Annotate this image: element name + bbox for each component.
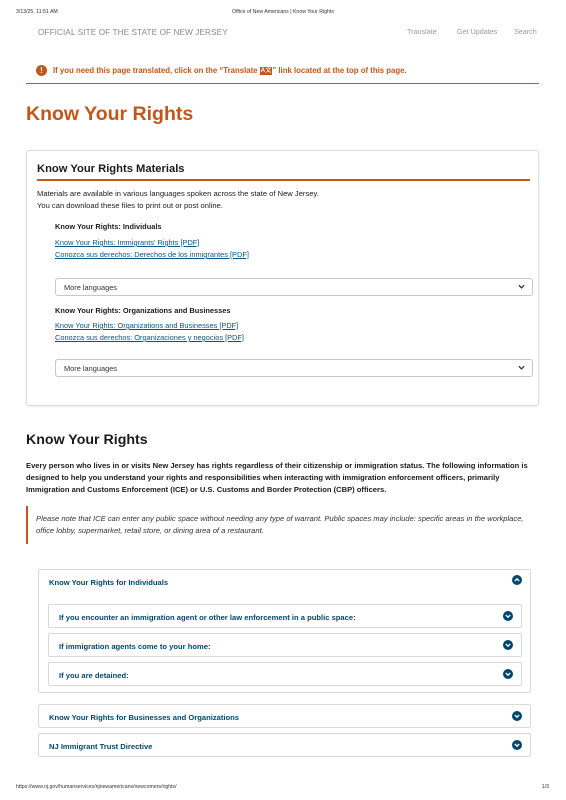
- accordion-individuals-label: Know Your Rights for Individuals: [49, 578, 169, 587]
- organizations-select-value: More languages: [64, 364, 118, 373]
- chevron-down-circle-icon: [512, 711, 522, 721]
- individuals-pdf-es-link[interactable]: Conozca sus derechos: Derechos de los inmigrantes [PDF]: [55, 250, 249, 259]
- page-title: Know Your Rights: [26, 103, 194, 125]
- alert-text-after: ” link located at the top of this page.: [272, 66, 407, 75]
- chevron-down-icon: [517, 282, 526, 291]
- ice-warrant-note: [26, 506, 539, 544]
- alert-text: [53, 66, 407, 75]
- title-underline: [37, 179, 530, 181]
- accordion-home-label: If immigration agents come to your home:: [59, 642, 211, 651]
- organizations-language-select[interactable]: [55, 359, 533, 377]
- official-site-label: OFFICIAL SITE OF THE STATE OF NEW JERSEY: [38, 28, 228, 37]
- print-page-number: 1/3: [541, 784, 549, 790]
- accordion-public-space[interactable]: [48, 604, 522, 628]
- translate-link[interactable]: Translate: [407, 27, 437, 36]
- alert-text-before: If you need this page translated, click on the “Translate: [53, 66, 260, 75]
- accordion-trust-directive[interactable]: [38, 733, 531, 757]
- accordion-detained[interactable]: [48, 662, 522, 686]
- organizations-pdf-en-link[interactable]: Know Your Rights: Organizations and Businesses [PDF]: [55, 321, 239, 330]
- materials-intro-line-1: Materials are available in various languages spoken across the state of New Jersey.: [37, 189, 319, 198]
- accordion-businesses[interactable]: [38, 704, 531, 728]
- translate-badge-icon: A文: [260, 67, 272, 74]
- accordion-public-space-label: If you encounter an immigration agent or other law enforcement in a public space:: [59, 613, 356, 622]
- chevron-down-circle-icon: [503, 640, 513, 650]
- rights-section-title: Know Your Rights: [26, 432, 148, 448]
- get-updates-link[interactable]: Get Updates: [457, 27, 498, 36]
- chevron-up-circle-icon: [512, 575, 522, 585]
- accordion-home[interactable]: [48, 633, 522, 657]
- print-page-title: Office of New Americans | Know Your Rights: [232, 9, 334, 15]
- chevron-down-circle-icon: [512, 740, 522, 750]
- organizations-heading: Know Your Rights: Organizations and Businesses: [55, 306, 231, 315]
- state-topbar: [0, 24, 566, 42]
- individuals-pdf-en-link[interactable]: Know Your Rights: Immigrants' Rights [PDF]: [55, 238, 200, 247]
- individuals-language-select[interactable]: [55, 278, 533, 296]
- materials-title: Know Your Rights Materials: [37, 163, 185, 175]
- materials-card: [26, 150, 539, 406]
- accordion-detained-label: If you are detained:: [59, 671, 129, 680]
- chevron-down-icon: [517, 363, 526, 372]
- chevron-down-circle-icon: [503, 669, 513, 679]
- note-text: Please note that ICE can enter any public space without needing any type of warrant. Public spaces may include: specific areas in the workplace, office lobby, supermarket, retail store, or dining area of a restaurant.: [36, 514, 524, 535]
- individuals-select-value: More languages: [64, 283, 118, 292]
- translation-alert: [26, 58, 539, 84]
- individuals-heading: Know Your Rights: Individuals: [55, 222, 162, 231]
- print-datetime: 3/13/25, 11:51 AM: [16, 9, 58, 15]
- materials-intro-line-2: You can download these files to print out or post online.: [37, 201, 223, 210]
- materials-intro: [37, 188, 319, 212]
- exclamation-circle-icon: !: [36, 65, 47, 76]
- print-header: [0, 9, 566, 19]
- accordion-businesses-label: Know Your Rights for Businesses and Organizations: [49, 713, 240, 722]
- print-url: https://www.nj.gov/humanservices/njnewamericans/newcomers/rights/: [16, 784, 177, 790]
- rights-intro: Every person who lives in or visits New Jersey has rights regardless of their citizenship or immigration status. The following information is designed to help you understand your rights and responsibilities when interacting with immigration enforcement officers, primarily Immigration and Customs Enforcement (ICE) or U.S. Customs and Border Protection (CBP) officers.: [26, 461, 528, 494]
- print-footer: [0, 784, 566, 794]
- organizations-pdf-es-link[interactable]: Conozca sus derechos: Organizaciones y negocios [PDF]: [55, 333, 244, 342]
- accordion-trust-directive-label: NJ Immigrant Trust Directive: [49, 742, 153, 751]
- chevron-down-circle-icon: [503, 611, 513, 621]
- search-link[interactable]: Search: [514, 27, 537, 36]
- accordion-individuals-header[interactable]: [39, 570, 530, 594]
